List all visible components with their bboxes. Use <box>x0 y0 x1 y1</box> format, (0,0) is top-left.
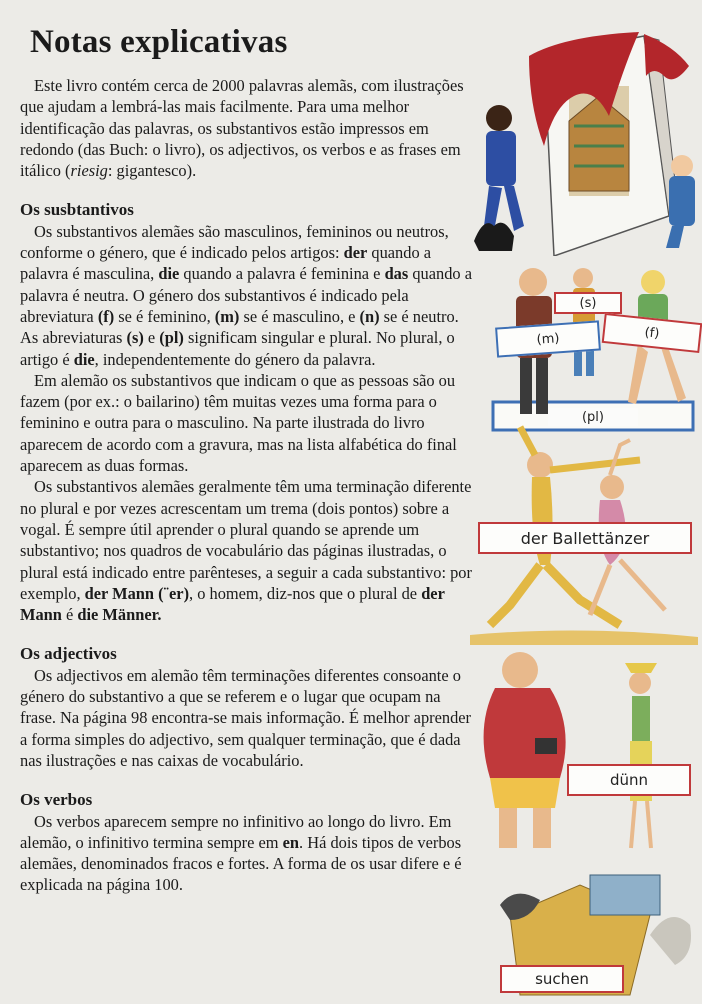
intro-text-end: : gigantesco). <box>107 161 197 181</box>
text-run: Os verbos aparecem sempre no infinitivo ao longo do livro. Em alemão, o infinitivo termina sempre em <box>20 811 452 852</box>
label-ballettanzer: der Ballettänzer <box>478 522 692 554</box>
bold-term: (m) <box>214 306 240 326</box>
page-title: Notas explicativas <box>30 24 288 60</box>
text-run: , independentemente do género da palavra. <box>94 349 376 369</box>
intro-paragraph <box>20 75 475 181</box>
heading-verbos: Os verbos <box>20 790 93 810</box>
heading-substantivos: Os susbtantivos <box>20 200 134 220</box>
heading-adjectivos: Os adjectivos <box>20 644 117 664</box>
text-run: , o homem, diz-nos que o plural de <box>189 583 422 603</box>
text-run: quando a palavra é feminina e <box>179 264 385 284</box>
label-f: (f) <box>602 313 702 353</box>
text-run: e <box>143 328 160 348</box>
text-run: Os substantivos alemães são masculinos, femininos ou neutros, conforme o género, que é indicado pelos artigos: <box>20 221 449 263</box>
bold-term: der <box>343 243 368 263</box>
bold-term: die <box>73 349 95 369</box>
label-suchen: suchen <box>500 965 624 993</box>
bold-term: (n) <box>359 306 380 326</box>
illustration-giant-book <box>474 26 699 256</box>
text-run: Os substantivos alemães geralmente têm uma terminação diferente no plural e por vezes acrescentam um trema (dois pontos) sobre a vogal. É sempre útil aprender o plural quando se aprende um substantivo; nos quadros de vocabulário das páginas ilustradas, o plural está indicado entre parênteses, a seguir a cada substantivo: por exemplo, <box>20 477 472 603</box>
illustration-ballet <box>470 425 698 645</box>
bold-term: (f) <box>97 306 115 326</box>
intro-text: Este livro contém cerca de 2000 palavras alemãs, com ilustrações que ajudam a lembrá-las mais facilmente. Para uma melhor identificação das palavras, os substantivos estão impressos em redondo (das Buch: o livro), os adjectivos, os verbos e as frases em itálico ( <box>20 76 464 181</box>
verbos-paragraph <box>20 811 475 896</box>
book-curtain-drawing <box>474 26 699 256</box>
adjectivos-paragraph: Os adjectivos em alemão têm terminações diferentes consoante o género do substantivo a que se referem e o lugar que ocupam na frase. Na página 98 encontra-se mais informação. É melhor aprender a forma simples do adjectivo, sem qualquer terminação, que é dada nas ilustrações e nas caixas de vocabulário. <box>20 665 471 770</box>
bold-term: die <box>158 264 180 284</box>
label-m: (m) <box>495 320 601 357</box>
bold-term: (pl) <box>159 328 184 348</box>
bold-term: en <box>282 832 300 852</box>
bold-term: das <box>384 264 409 284</box>
illustration-verbs <box>470 865 699 999</box>
adjective-people-drawing <box>475 648 699 863</box>
text-run: quando a palavra é neutra. O género dos substantivos é indicado pela abreviatura <box>20 264 472 326</box>
illustration-gender-labels <box>488 262 700 437</box>
bold-term: der Mann (¨er) <box>84 583 190 603</box>
substantivos-paragraph-2: Em alemão os substantivos que indicam o que as pessoas são ou fazem (por ex.: o bailarino) têm muitas vezes uma forma para o feminino e outra para o masculino. Na parte ilustrada do livro aparecem de acordo com a gravura, mas na lista alfabética do final aparecem as duas formas. <box>20 370 457 476</box>
text-run: significam singular e plural. No plural, o artigo é <box>20 328 455 369</box>
text-run: quando a palavra é masculina, <box>20 243 432 284</box>
text-run: . Há dois tipos de verbos alemães, denominados fracos e fortes. A forma de os usar difere e é explicada na página 100. <box>20 832 462 895</box>
label-pl: (pl) <box>548 408 638 426</box>
label-s: (s) <box>554 292 622 314</box>
illustration-adjectives <box>475 648 699 863</box>
text-column <box>20 75 475 896</box>
text-run: se é masculino, e <box>239 306 360 326</box>
bold-term: der Mann <box>20 583 445 625</box>
text-run: se é feminino, <box>114 306 215 326</box>
bold-term: die Männer. <box>77 605 162 625</box>
substantivos-paragraph-1 <box>20 221 475 370</box>
text-run: é <box>61 605 78 625</box>
substantivos-paragraph-3 <box>20 476 475 625</box>
bold-term: (s) <box>126 328 144 348</box>
label-duenn: dünn <box>567 764 691 796</box>
intro-italic-example: riesig <box>70 161 108 181</box>
text-run: se é neutro. As abreviaturas <box>20 306 459 348</box>
